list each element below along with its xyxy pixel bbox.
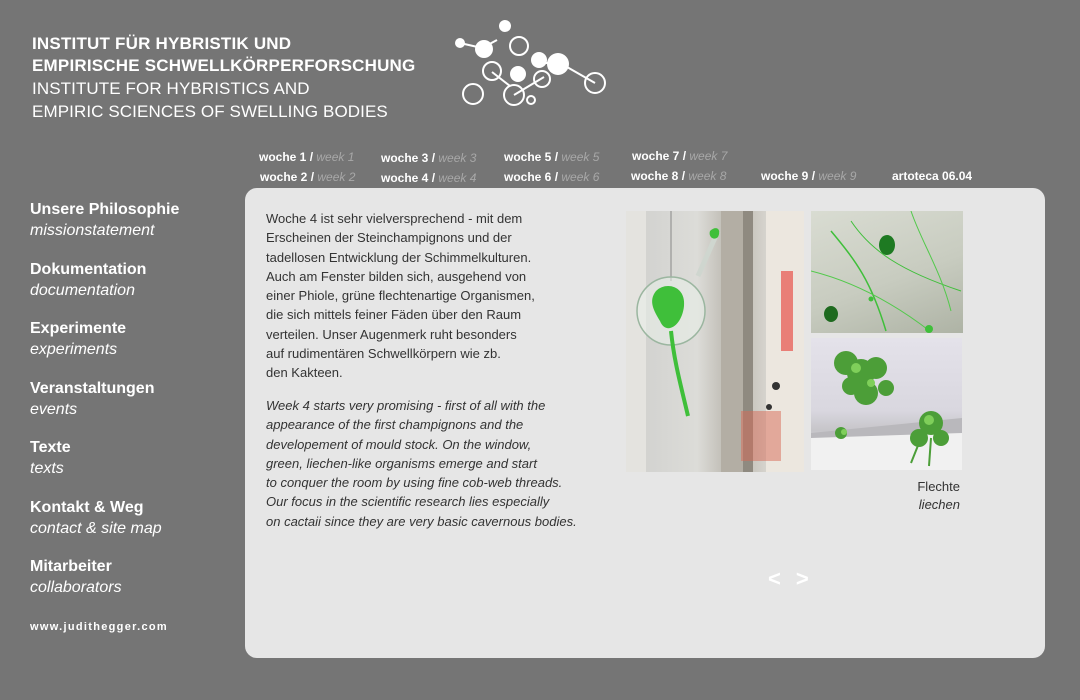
nav-label-en: collaborators <box>30 579 122 596</box>
nav-label-en: contact & site map <box>30 519 162 537</box>
nav-label-de: Veranstaltungen <box>30 379 155 397</box>
molecule-logo-icon <box>452 16 612 111</box>
week-separator: / <box>551 170 562 184</box>
photo-caption <box>917 478 960 514</box>
nav-label-de: Experimente <box>30 320 127 337</box>
text-line: auf rudimentären Schwellkörpern wie zb. <box>266 346 501 362</box>
week-3-en-label: week 3 <box>438 151 477 165</box>
week-6-en-label: week 6 <box>561 170 600 184</box>
week-2-de-label: woche 2 <box>260 170 308 184</box>
caption-de: Flechte <box>917 479 960 494</box>
nav-label-de: Mitarbeiter <box>30 558 112 575</box>
nav-label-de: Unsere Philosophie <box>30 201 180 218</box>
nav-label-en: experiments <box>30 341 118 358</box>
text-line: green, liechen-like organisms emerge and start <box>266 455 537 471</box>
artoteca-link[interactable]: artoteca 06.04 <box>892 169 973 183</box>
text-line: die sich mittels feiner Fäden über den Raum <box>266 307 522 323</box>
nav-item-experiments[interactable] <box>30 319 179 379</box>
nav-item-events[interactable] <box>30 379 179 439</box>
week-link-8[interactable] <box>631 169 726 183</box>
text-line: appearance of the first champignons and the <box>266 417 524 433</box>
week-link-1[interactable] <box>259 150 354 164</box>
week-2-en-label: week 2 <box>317 170 356 184</box>
text-line: Woche 4 ist sehr vielversprechend - mit dem <box>266 211 523 226</box>
week-link-2[interactable] <box>260 170 355 184</box>
text-line: Auch am Fenster bilden sich, ausgehend von <box>266 268 527 284</box>
nav-label-en: events <box>30 400 78 418</box>
photo-flask-window[interactable] <box>626 211 804 472</box>
week-separator: / <box>306 150 317 164</box>
text-english <box>266 396 606 531</box>
text-line: einer Phiole, grüne flechtenartige Organismen, <box>266 288 535 304</box>
nav-label-de: Dokumentation <box>30 260 147 278</box>
nav-label-en: texts <box>30 460 64 477</box>
caption-en: liechen <box>918 497 960 512</box>
week-separator: / <box>808 169 819 183</box>
week-separator: / <box>307 170 318 184</box>
week-separator: / <box>678 169 689 183</box>
text-line: on cactaii since they are very basic cavernous bodies. <box>266 513 577 529</box>
week-link-4[interactable] <box>381 171 476 185</box>
main-navigation <box>30 200 179 617</box>
nav-item-collaborators[interactable] <box>30 557 179 617</box>
text-german <box>266 209 596 383</box>
nav-label-en: missionstatement <box>30 222 155 239</box>
nav-item-texts[interactable] <box>30 438 179 498</box>
week-4-en-label: week 4 <box>438 171 477 185</box>
week-navigation <box>0 148 1080 188</box>
photo-moss-clusters[interactable] <box>811 338 962 470</box>
week-link-6[interactable] <box>504 170 599 184</box>
nav-item-philosophy[interactable] <box>30 200 179 260</box>
text-line: Week 4 starts very promising - first of all with the <box>266 398 546 413</box>
text-line: tadellosen Entwicklung der Schimmelkulturen. <box>266 249 532 265</box>
week-8-de-label: woche 8 <box>631 169 679 183</box>
week-1-de-label: woche 1 <box>259 150 307 164</box>
week-separator: / <box>679 149 690 163</box>
week-9-de-label: woche 9 <box>761 169 809 183</box>
week-5-de-label: woche 5 <box>504 150 552 164</box>
text-line: to conquer the room by using fine cob-web threads. <box>266 475 563 491</box>
week-link-3[interactable] <box>381 151 476 165</box>
gallery-arrows <box>768 566 824 592</box>
week-5-en-label: week 5 <box>561 150 600 164</box>
text-line: verteilen. Unser Augenmerk ruht besonders <box>266 326 517 342</box>
week-3-de-label: woche 3 <box>381 151 429 165</box>
site-url-link[interactable]: www.judithegger.com <box>30 621 168 633</box>
week-link-7[interactable] <box>632 149 727 163</box>
nav-label-de: Kontakt & Weg <box>30 498 144 516</box>
text-line: den Kakteen. <box>266 365 343 381</box>
next-arrow-icon[interactable]: > <box>795 566 809 591</box>
week-4-de-label: woche 4 <box>381 171 429 185</box>
week-link-9[interactable] <box>761 169 856 183</box>
week-7-en-label: week 7 <box>689 149 728 163</box>
title-en-line-1: INSTITUTE FOR HYBRISTICS AND <box>32 79 310 98</box>
text-line: Erscheinen der Steinchampignons und der <box>266 230 512 246</box>
week-7-de-label: woche 7 <box>632 149 680 163</box>
nav-item-contact[interactable] <box>30 498 179 558</box>
week-9-en-label: week 9 <box>818 169 857 183</box>
week-separator: / <box>551 150 562 164</box>
photo-green-threads[interactable] <box>811 211 963 333</box>
title-de-line-1: INSTITUT FÜR HYBRISTIK UND <box>32 34 292 53</box>
text-line: Our focus in the scientific research lies especially <box>266 494 550 510</box>
week-separator: / <box>428 151 439 165</box>
site-title <box>32 33 415 123</box>
title-en-line-2: EMPIRIC SCIENCES OF SWELLING BODIES <box>32 102 388 121</box>
nav-label-de: Texte <box>30 439 71 456</box>
nav-item-documentation[interactable] <box>30 260 179 320</box>
text-line: developement of mould stock. On the window, <box>266 436 532 452</box>
content-panel <box>245 188 1045 658</box>
week-link-5[interactable] <box>504 150 599 164</box>
week-1-en-label: week 1 <box>316 150 355 164</box>
nav-label-en: documentation <box>30 281 135 299</box>
week-8-en-label: week 8 <box>688 169 727 183</box>
title-de-line-2: EMPIRISCHE SCHWELLKÖRPERFORSCHUNG <box>32 56 416 75</box>
week-separator: / <box>428 171 439 185</box>
prev-arrow-icon[interactable]: < <box>768 566 781 591</box>
week-6-de-label: woche 6 <box>504 170 552 184</box>
